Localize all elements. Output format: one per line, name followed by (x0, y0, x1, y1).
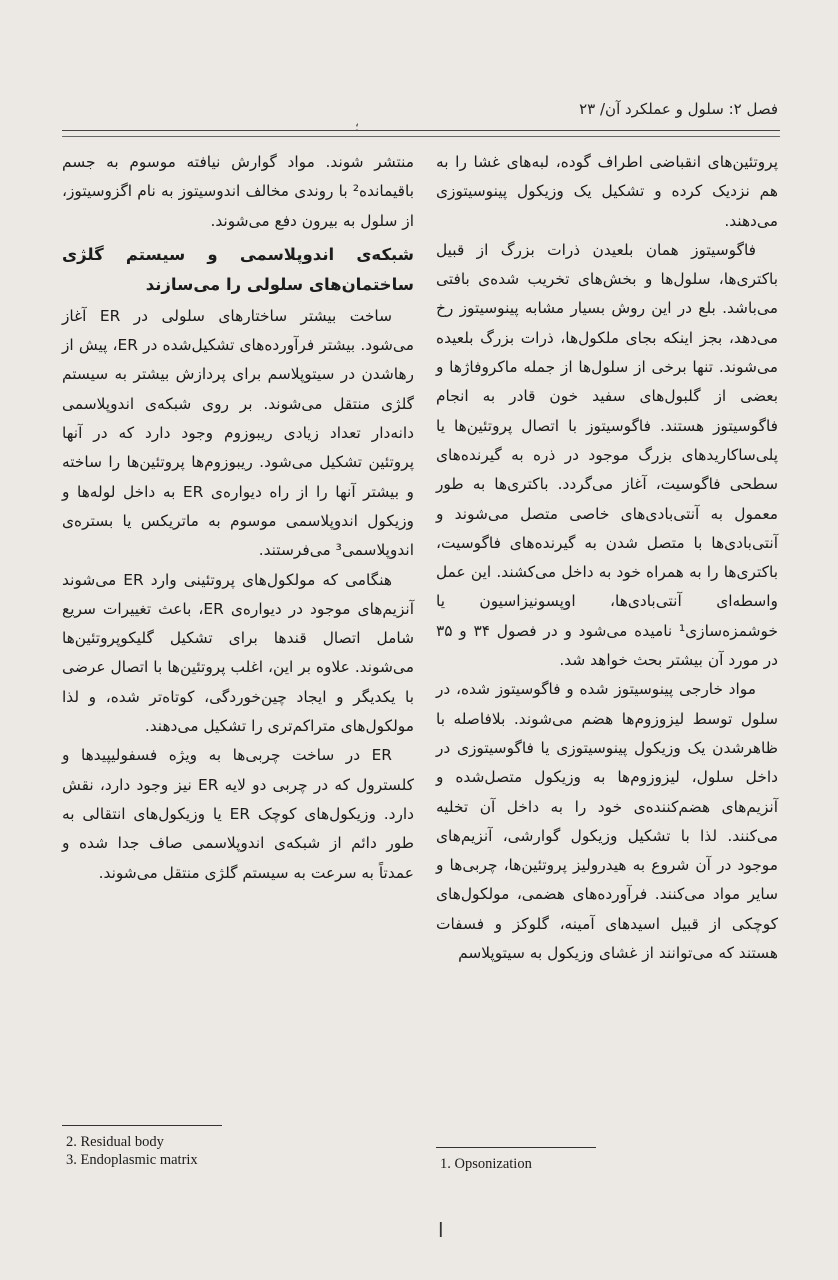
section-heading: شبکه‌ی اندوپلاسمی و سیستم گلژی ساختمان‌های سلولی را می‌سازند (62, 244, 414, 294)
footnote-residual-body: 2. Residual body (66, 1134, 164, 1150)
footnote-rule-right (436, 1147, 596, 1148)
footnote-opsonization: 1. Opsonization (440, 1156, 532, 1172)
page-bottom-mark: ا (438, 1218, 444, 1242)
paragraph-intro: منتشر شوند. مواد گوارش نیافته موسوم به جسم باقیمانده² با روندی مخالف اندوسیتوز به نام اگزوسیتوز، از سلول به بیرون دفع می‌شوند. (62, 153, 414, 230)
footnote-endoplasmic-matrix: 3. Endoplasmic matrix (66, 1152, 198, 1168)
left-column (62, 148, 414, 888)
footnotes-left (66, 1133, 198, 1169)
footnote-rule-left (62, 1125, 222, 1126)
header-tick-mark: ؛ (355, 120, 359, 134)
right-column (436, 148, 778, 968)
header-rule-thick (62, 130, 780, 131)
footnotes-right (440, 1155, 532, 1173)
running-header: فصل ۲: سلول و عملکرد آن/ ۲۳ (579, 100, 778, 118)
paragraph-er-synthesis: ساخت بیشتر ساختارهای سلولی در ER آغاز می‌شود. بیشتر فرآورده‌های تشکیل‌شده در ER، پیش از رهاشدن در سیتوپلاسم برای پردازش بیشتر به سیستم گلژی منتقل می‌شوند. بر روی شبکه‌ی اندوپلاسمی دانه‌دار تعداد زیادی ریبوزوم وجود دارد که در آنها پروتئین تشکیل می‌شود. ریبوزوم‌ها پروتئین‌ها را ساخته و بیشتر آنها را از راه دیواره‌ی ER به داخل لوله‌ها و وزیکول اندوپلاسمی موسوم به ماتریکس یا بستره‌ی اندوپلاسمی³ می‌فرستند. (62, 306, 414, 560)
paragraph: پروتئین‌های انقباضی اطراف گوده، لبه‌های غشا را به هم نزدیک کرده و تشکیل یک وزیکول پینوسیتوزی می‌دهند. (436, 153, 778, 230)
paragraph-phagocytosis: فاگوسیتوز همان بلعیدن ذرات بزرگ از قبیل باکتری‌ها، سلول‌ها و بخش‌های تخریب شده‌ی بافتی می‌باشد. بلع در این روش بسیار مشابه پینوسیتوز رخ می‌دهد، بجز اینکه بجای ملکول‌ها، ذرات بزرگ بلعیده می‌شوند. تنها برخی از سلول‌ها از جمله ماکروفاژها و بعضی از گلبول‌های سفید خون قادر به انجام فاگوسیتوز هستند. فاگوسیتوز با اتصال پروتئین‌ها یا پلی‌ساکاریدهای بزرگ موجود در ذره به گیرنده‌های سطحی فاگوسیت، آغاز می‌گردد. باکتری‌ها به طور معمول به آنتی‌بادی‌های خاصی متصل می‌شوند و آنتی‌بادی‌ها با متصل شدن به گیرنده‌های فاگوسیت، باکتری‌ها را به همراه خود به داخل می‌کشند. این عمل واسطه‌ای آنتی‌بادی‌ها، اوپسونیزاسیون یا خوشمزه‌سازی¹ نامیده می‌شود و در فصول ۳۴ و ۳۵ در مورد آن بیشتر بحث خواهد شد. (436, 240, 778, 670)
header-rule-thin (62, 136, 780, 137)
paragraph-er-enzymes: هنگامی که مولکول‌های پروتئینی وارد ER می‌شوند آنزیم‌های موجود در دیواره‌ی ER، باعث تغییرات سریع شامل اتصال قندها برای تشکیل گلیکوپروتئین‌ها می‌شوند. علاوه بر این، اغلب پروتئین‌ها با اتصال عرضی با یکدیگر و ایجاد چین‌خوردگی، کوتاه‌تر شده، و لذا مولکول‌های متراکم‌تری را تشکیل می‌دهند. (62, 570, 414, 736)
paragraph-lysosome-digestion: مواد خارجی پینوسیتوز شده و فاگوسیتوز شده، در سلول توسط لیزوزوم‌ها هضم می‌شوند. بلافاصله با ظاهرشدن یک وزیکول پینوسیتوزی یا فاگوسیتوزی در داخل سلول، لیزوزوم‌ها به وزیکول متصل‌شده و آنزیم‌های هضم‌کننده‌ی خود را به داخل آن تخلیه می‌کنند. لذا با تشکیل وزیکول گوارشی، آنزیم‌های موجود در آن شروع به هیدرولیز پروتئین‌ها، چربی‌ها و سایر مواد می‌کنند. فرآورده‌های هضمی، مولکول‌های کوچکی از قبیل اسیدهای آمینه، گلوکز و فسفات هستند که می‌توانند از غشای وزیکول به سیتوپلاسم (436, 680, 778, 963)
paragraph-er-lipids: ER در ساخت چربی‌ها به ویژه فسفولیپیدها و کلسترول که در چربی دو لایه ER نیز وجود دارد، نقش دارد. وزیکول‌های کوچک ER یا وزیکول‌های انتقالی به طور دائم از شبکه‌ی اندوپلاسمی صاف جدا شده و عمدتاً به سرعت به سیستم گلژی منتقل می‌شوند. (62, 746, 415, 882)
